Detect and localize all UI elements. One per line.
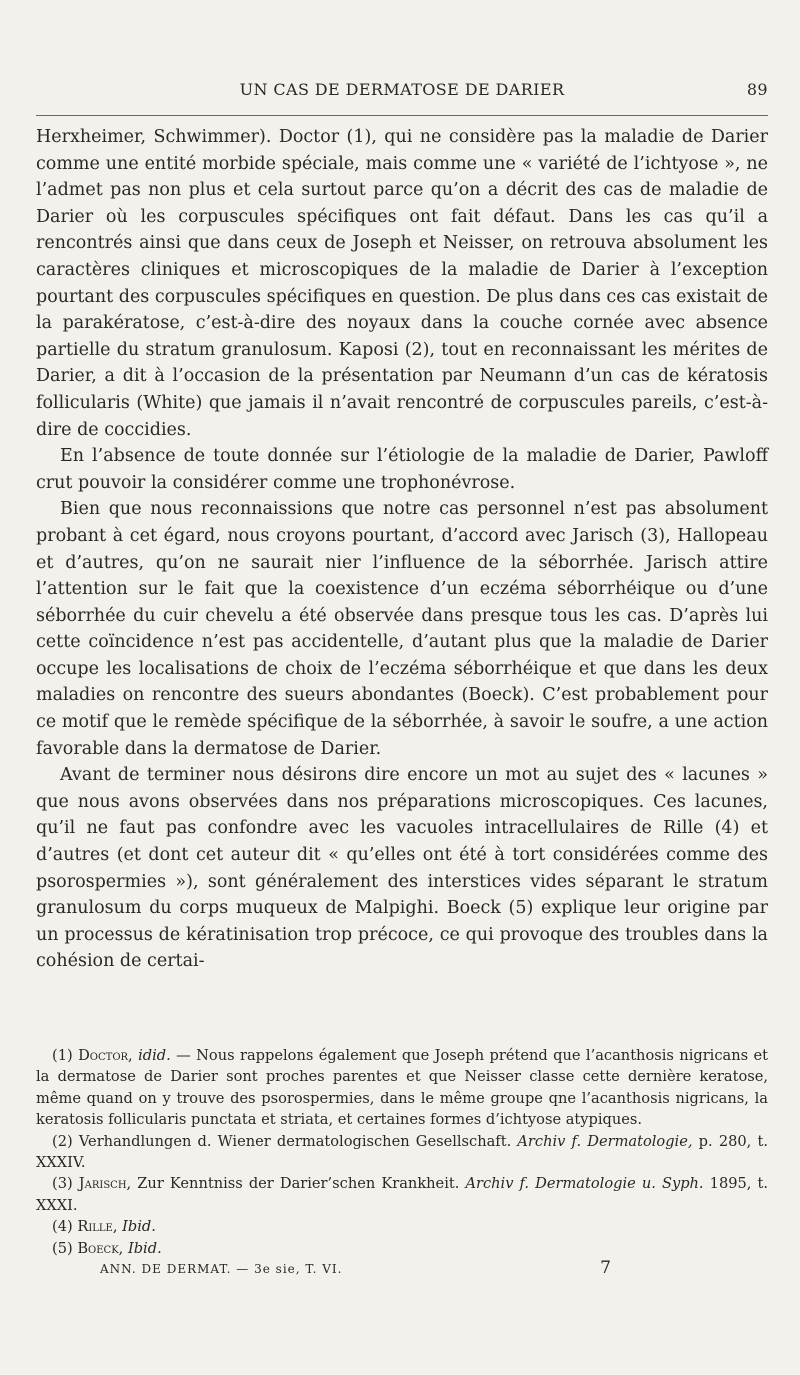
footnote: (1) Doctor, idid. — Nous rappelons également que Joseph prétend que l’acanthosis nigricans et la dermatose de Darier sont proches parentes et que Neisser classe cette dernière keratose, même quand on y trouve des psorospermies, dans le même groupe qne l’acanthosis nigricans, la keratosis follicularis punctata et striata, et certaines formes d’ichtyose atypiques. <box>36 1047 769 1129</box>
footnote-author: Boeck, <box>77 1239 124 1257</box>
footnote <box>36 1238 768 1259</box>
footnote-text: Zur Kenntniss der Darier’schen Krankheit. <box>137 1175 460 1193</box>
footnote <box>36 1131 768 1174</box>
footnote-tail: p. 280, t. XXXIV. <box>36 1132 768 1172</box>
paragraph: En l’absence de toute donnée sur l’étiologie de la maladie de Darier, Pawloff crut pouvoir la considérer comme une trophonévrose. <box>36 446 768 493</box>
footnote-ref: Ibid. <box>127 1239 162 1257</box>
footnote-author: Rille, <box>77 1218 118 1236</box>
footnote-journal: Archiv f. Dermatologie u. Syph. <box>465 1175 704 1193</box>
paragraph: Avant de terminer nous désirons dire encore un mot au sujet des « lacunes » que nous avons observées dans nos préparations microscopiques. Ces lacunes, qu’il ne faut pas confondre avec les vacuoles intracellulaires de Rille (4) et d’autres (et dont cet auteur dit « qu’elles ont été à tort considérées comme des psorospermies »), sont généralement des interstices vides séparant le stratum granulosum du corps muqueux de Malpighi. Boeck (5) explique leur origine par un processus de kératinisation trop précoce, ce qui provoque des troubles dans la cohésion de certai- <box>36 765 768 972</box>
running-title: UN CAS DE DERMATOSE DE DARIER <box>239 80 565 99</box>
footnote-author: Doctor <box>78 1047 129 1064</box>
footnote-number: (3) <box>52 1175 73 1193</box>
footnote <box>36 1216 768 1237</box>
footnote-ref: Ibid. <box>122 1218 156 1236</box>
footnote-journal: Archiv f. Dermatologie, <box>517 1132 693 1150</box>
footnote-author: Jarisch, <box>78 1175 132 1193</box>
footnote-number: (1) <box>52 1047 73 1064</box>
footnote-number: (2) <box>52 1132 73 1150</box>
footnote-text: — Nous rappelons également que Joseph prétend que l’acanthosis nigricans et la dermatose de Darier sont proches parentes et que Neisser classe cette dernière keratose, même quand on y trouve des psorospermies, dans le même groupe qne l’acanthosis nigricans, la keratosis follicularis punctata et striata, et certaines formes d’ichtyose atypiques. <box>36 1047 769 1129</box>
paragraph: Herxheimer, Schwimmer). Doctor (1), qui ne considère pas la maladie de Darier comme une entité morbide spéciale, mais comme une « variété de l’ichtyose », ne l’admet pas non plus et cela surtout parce qu’on a décrit des cas de maladie de Darier où les corpuscules spécifiques ont fait défaut. Dans les cas qu’il a rencontrés ainsi que dans ceux de Joseph et Neisser, on retrouva absolument les caractères cliniques et microscopiques de la maladie de Darier à l’exception pourtant des corpuscules spécifiques en question. De plus dans ces cas existait de la parakératose, c’est-à-dire des noyaux dans la couche cornée avec absence partielle du stratum granulosum. Kaposi (2), tout en reconnaissant les mérites de Darier, a dit à l’occasion de la présentation par Neumann d’un cas de kératosis follicularis (White) que jamais il n’avait rencontré de corpuscules pareils, c’est-à-dire de coccidies. <box>36 127 768 440</box>
signature-line <box>100 1258 612 1282</box>
footnote-ref: idid. <box>138 1047 171 1064</box>
paragraph: Bien que nous reconnaissions que notre cas personnel n’est pas absolument probant à cet égard, nous croyons pourtant, d’accord avec Jarisch (3), Hallopeau et d’autres, qu’on ne saurait nier l’influence de la séborrhée. Jarisch attire l’attention sur le fait que la coexistence d’un eczéma séborrhéique ou d’une séborrhée du cuir chevelu a été observée dans presque tous les cas. D’après lui cette coïncidence n’est pas accidentelle, d’autant plus que la maladie de Darier occupe les localisations de choix de l’eczéma séborrhéique et que dans les deux maladies on rencontre des sueurs abondantes (Boeck). C’est probablement pour ce motif que le remède spécifique de la séborrhée, à savoir le soufre, a une action favorable dans la dermatose de Darier. <box>36 499 768 759</box>
footnote-number: (4) <box>52 1218 73 1236</box>
running-header <box>36 80 768 108</box>
footnotes <box>36 1045 768 1259</box>
footnote-text: Verhandlungen d. Wiener dermatologischen Gesellschaft. <box>78 1132 512 1150</box>
signature-label: ANN. DE DERMAT. — 3e sie, T. VI. <box>100 1262 343 1276</box>
signature-number: 7 <box>600 1258 612 1278</box>
footnote-tail: 1895, t. XXXI. <box>36 1175 769 1214</box>
page-number: 89 <box>746 80 768 99</box>
header-rule <box>36 115 768 116</box>
footnote <box>36 1173 768 1216</box>
footnote-number: (5) <box>52 1239 73 1257</box>
main-text <box>36 124 768 975</box>
